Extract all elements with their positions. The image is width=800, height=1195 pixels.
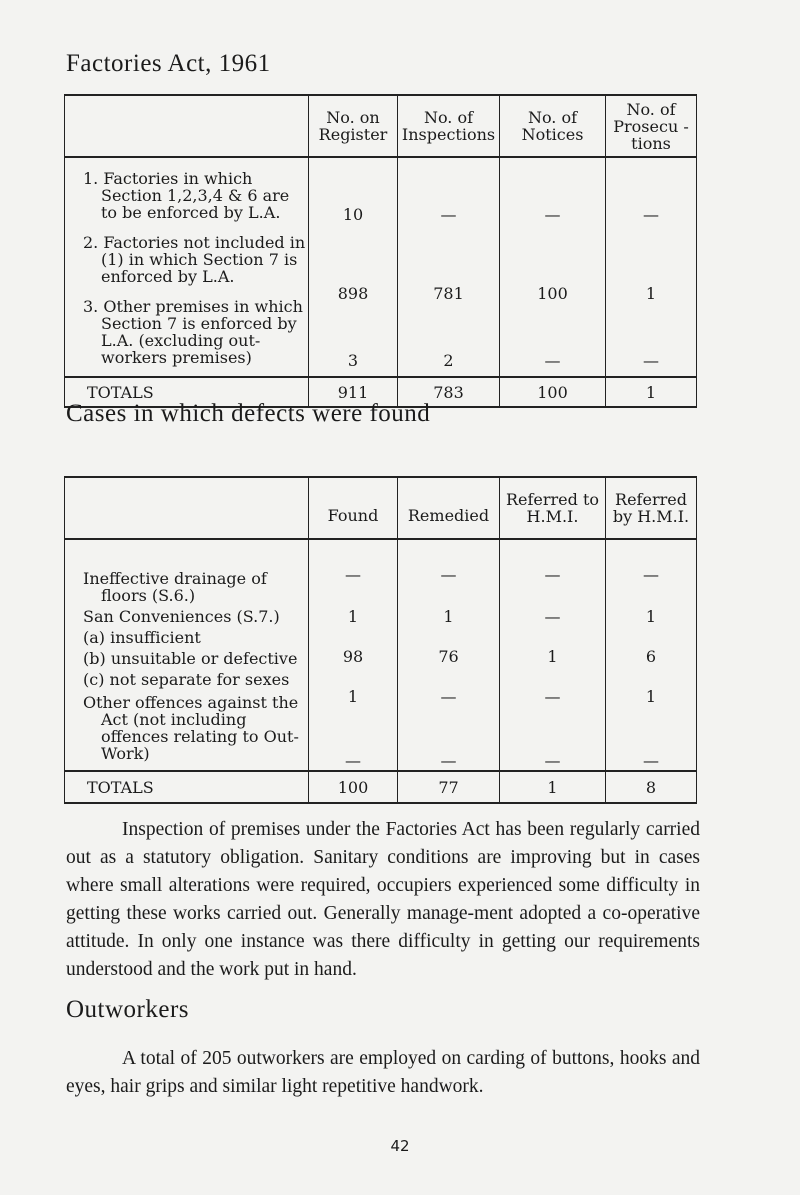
total-value: 100 [309,771,398,803]
total-value: 77 [398,771,500,803]
total-value: 911 [309,377,398,407]
table-header-row [65,477,697,539]
cell-value: 1 [347,687,359,706]
row-label: (b) unsuitable or defective [83,649,298,668]
header-blank [65,477,309,539]
outworkers-heading: Outworkers [66,996,190,1023]
row-label: 3. Other premises in which Section 7 is enforced by L.A. (excluding out-workers premises) [83,297,303,367]
cell-value: 76 [438,647,459,666]
row-label: San Conveniences (S.7.) [83,607,280,626]
cell-value: 1 [347,607,359,626]
inspection-paragraph: Inspection of premises under the Factories Act has been regularly carried out as a statutory obligation. Sanitary conditions are improving but in cases where small alterations were required, occupiers experienced some difficulty in getting these works carried out. Generally manage-ment adopted a co-operative attitude. In only one instance was there difficulty in getting our requirements understood and the work put in hand. [66,819,700,980]
totals-row [65,771,697,803]
cell-value: 898 [337,284,369,303]
cell-value: — [440,751,457,770]
column-header: No. on Register [309,95,398,157]
defects-table [64,476,697,804]
totals-label: TOTALS [65,771,309,803]
cell-value: 781 [433,284,464,303]
cell-value: 98 [342,647,364,666]
column-header: No. of Notices [500,95,606,157]
total-value: 783 [398,377,500,407]
column-header: No. of Inspections [398,95,500,157]
cell-value: 1 [645,607,657,626]
column-header: No. of Prosecu - tions [606,95,697,157]
row-label: (a) insufficient [83,628,201,647]
cell-value: — [643,351,659,370]
cell-value: — [345,751,361,770]
total-value: 8 [606,771,697,803]
total-value: 1 [500,771,606,803]
cell-value: — [440,687,457,706]
defects-heading: Cases in which defects were found [66,400,431,427]
cell-value: — [544,751,561,770]
cell-value: — [544,565,561,584]
table-header-row [65,95,697,157]
cell-value: — [440,205,457,224]
row-label: 1. Factories in which Section 1,2,3,4 & 6 are to be enforced by L.A. [83,169,290,222]
cell-value: 3 [347,351,359,370]
column-header: Referred to H.M.I. [500,477,606,539]
column-header: Remedied [398,477,500,539]
cell-value: 100 [537,284,568,303]
column-header: Found [309,477,398,539]
row-label: (c) not separate for sexes [83,670,290,689]
cell-value: — [440,565,457,584]
cell-value: 1 [645,284,657,303]
row-label: 2. Factories not included in (1) in which Section 7 is enforced by L.A. [83,233,306,286]
table-body [65,157,697,377]
cell-value: 10 [342,205,364,224]
cell-value: — [544,351,561,370]
cell-value: — [345,565,361,584]
column-header: Referred by H.M.I. [606,477,697,539]
page-title: Factories Act, 1961 [66,50,271,77]
cell-value: — [544,205,561,224]
cell-value: — [544,607,561,626]
factories-table [64,94,697,408]
row-label: Ineffective drainage of floors (S.6.) [83,569,267,605]
total-value: 1 [606,377,697,407]
row-label: Other offences against the Act (not including offences relating to Out-Work) [83,693,299,763]
cell-value: 6 [645,647,657,666]
table-body [65,539,697,771]
cell-value: — [544,687,561,706]
cell-value: 2 [443,351,454,370]
cell-value: 1 [547,647,558,666]
outworkers-paragraph: A total of 205 outworkers are employed on carding of buttons, hooks and eyes, hair grips and similar light repetitive handwork. [66,1048,700,1097]
header-blank [65,95,309,157]
cell-value: — [643,565,659,584]
page-number: 42 [390,1137,410,1155]
total-value: 100 [500,377,606,407]
cell-value: — [643,751,659,770]
totals-label: TOTALS [65,377,309,407]
cell-value: — [643,205,659,224]
cell-value: 1 [443,607,454,626]
cell-value: 1 [645,687,657,706]
